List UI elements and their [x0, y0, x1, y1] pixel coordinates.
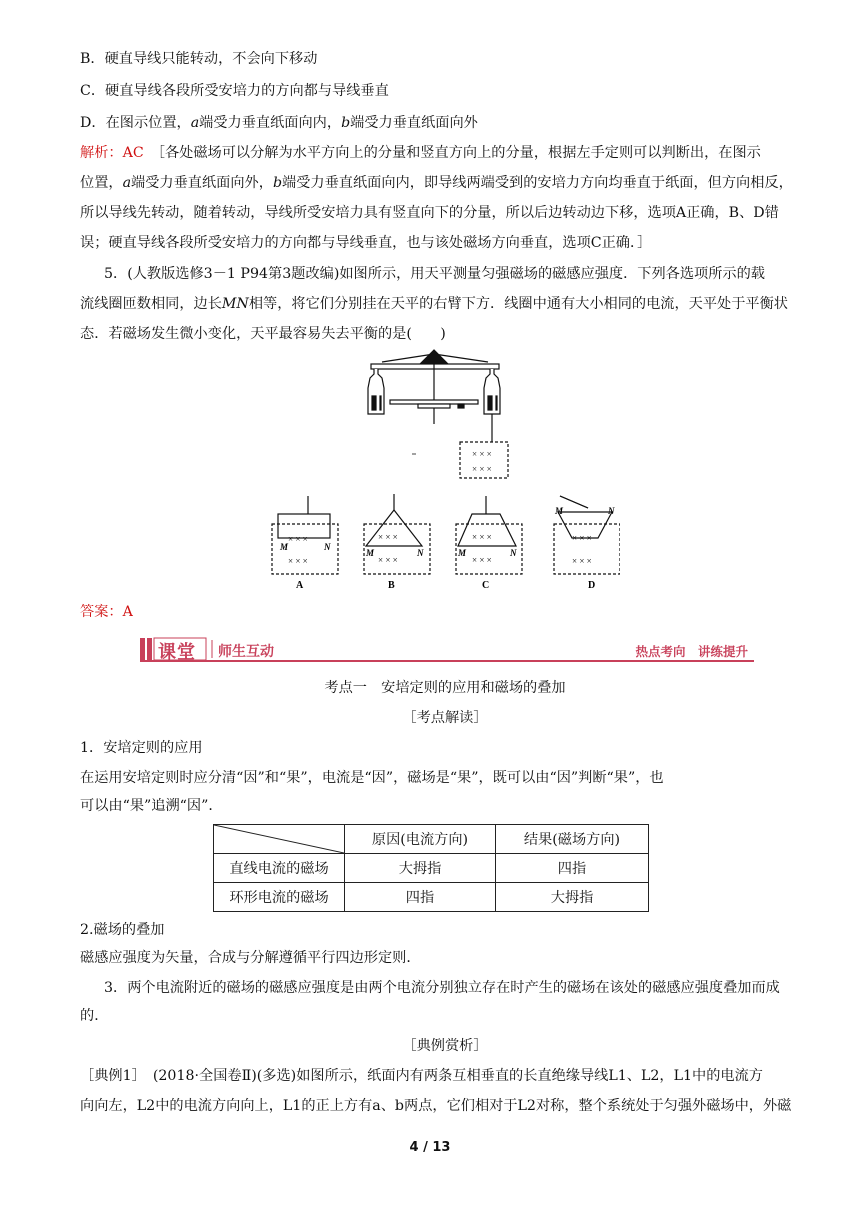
table-header-cause: 原因(电流方向) — [345, 825, 496, 854]
table-row — [214, 883, 649, 912]
table-cell: 大拇指 — [345, 854, 496, 883]
label-m-b: M — [366, 548, 375, 558]
label-n-a: N — [324, 542, 331, 552]
cross-a-2: × × × — [288, 556, 308, 566]
table-header-result: 结果(磁场方向) — [496, 825, 649, 854]
table-cell: 环形电流的磁场 — [214, 883, 345, 912]
banner-right: 热点考向 讲练提升 — [635, 644, 748, 659]
label-m-a: M — [280, 542, 289, 552]
question-5-line-1: 5．(人教版选修3－1 P94第3题改编)如图所示，用天平测量匀强磁场的磁感应强度．下列各选项所示的载 — [104, 266, 765, 282]
ampere-rule-table — [213, 824, 649, 912]
subsection-interpretation: ［考点解读］ — [402, 710, 488, 726]
cross-c-1: × × × — [472, 532, 492, 542]
table-cell: 大拇指 — [496, 883, 649, 912]
cross-b-1: × × × — [378, 532, 398, 542]
question-5-line-2: 流线圈匝数相同，边长MN相等，将它们分别挂在天平的右臂下方．线圈中通有大小相同的电流，天平处于平衡状 — [80, 296, 788, 312]
point-1-line-2: 可以由“果”追溯“因”． — [80, 798, 223, 814]
cross-c-2: × × × — [472, 555, 492, 565]
table-row — [214, 854, 649, 883]
table-header-row — [214, 825, 649, 854]
label-n-c: N — [510, 548, 517, 558]
analysis-line-2: 位置，a端受力垂直纸面向外，b端受力垂直纸面向内，即导线两端受到的安培力方向均垂直于纸面，但方向相反， — [80, 175, 793, 191]
table-cell: 四指 — [345, 883, 496, 912]
page-number: 4 / 13 — [409, 1140, 451, 1155]
banner-title: 课堂 — [158, 642, 196, 663]
section-title: 考点一 安培定则的应用和磁场的叠加 — [324, 680, 566, 696]
option-c: C．硬直导线各段所受安培力的方向都与导线垂直 — [80, 83, 389, 99]
analysis-line-3: 所以导线先转动，随着转动，导线所受安培力具有竖直向下的分量，所以后边转动边下移，选项A正确，B、D错 — [80, 205, 779, 221]
answer: 答案：A — [80, 604, 133, 620]
balance-figure — [260, 348, 620, 594]
field-cross-bottom: × × × — [472, 464, 492, 474]
table-cell: 四指 — [496, 854, 649, 883]
cross-a-1: × × × — [288, 534, 308, 544]
question-5-line-3: 态．若磁场发生微小变化，天平最容易失去平衡的是( ) — [80, 326, 446, 342]
example-1-line-2: 向向左，L2中的电流方向向上，L1的正上方有a、b两点，它们相对于L2对称，整个系统处于匀强外磁场中，外磁 — [80, 1098, 792, 1114]
point-3-line-2: 的． — [80, 1008, 109, 1024]
subsection-examples: ［典例赏析］ — [402, 1038, 488, 1054]
analysis-line-4: 误；硬直导线各段所受安培力的方向都与导线垂直，也与该处磁场方向垂直，选项C正确．］ — [80, 235, 652, 251]
field-cross-top: × × × — [472, 449, 492, 459]
table-cell: 直线电流的磁场 — [214, 854, 345, 883]
example-1-line-1: ［典例1］ (2018·全国卷Ⅱ)(多选)如图所示，纸面内有两条互相垂直的长直绝缘导线L1、L2，L1中的电流方 — [80, 1068, 763, 1084]
label-m-c: M — [458, 548, 467, 558]
point-1-title: 1．安培定则的应用 — [80, 740, 203, 756]
analysis-line-1: 解析：AC ［各处磁场可以分解为水平方向上的分量和竖直方向上的分量，根据左手定则可以判断出，在图示 — [80, 145, 761, 161]
label-n-d: N — [608, 506, 615, 516]
point-1-line-1: 在运用安培定则时应分清“因”和“果”，电流是“因”，磁场是“果”，既可以由“因”判断“果”，也 — [80, 770, 664, 786]
option-d: D．在图示位置，a端受力垂直纸面向内，b端受力垂直纸面向外 — [80, 115, 478, 131]
option-label-a: A — [296, 580, 304, 591]
option-label-b: B — [388, 580, 395, 591]
analysis-label: 解析： — [80, 145, 123, 161]
point-3-line-1: 3．两个电流附近的磁场的磁感应强度是由两个电流分别独立存在时产生的磁场在该处的磁感应强度叠加而成 — [104, 980, 780, 996]
option-b: B．硬直导线只能转动，不会向下移动 — [80, 51, 318, 67]
label-n-b: N — [417, 548, 424, 558]
point-2-text: 磁感应强度为矢量，合成与分解遵循平行四边形定则． — [80, 950, 421, 966]
label-m-d: M — [555, 506, 564, 516]
option-label-c: C — [482, 580, 490, 591]
banner-subtitle: 师生互动 — [218, 644, 274, 660]
point-2-title: 2.磁场的叠加 — [80, 922, 165, 938]
cross-d-2: × × × — [572, 556, 592, 566]
table-corner-cell — [214, 825, 345, 854]
cross-d-1: × × × — [572, 533, 592, 543]
section-banner — [140, 636, 754, 664]
cross-b-2: × × × — [378, 555, 398, 565]
option-label-d: D — [588, 580, 596, 591]
